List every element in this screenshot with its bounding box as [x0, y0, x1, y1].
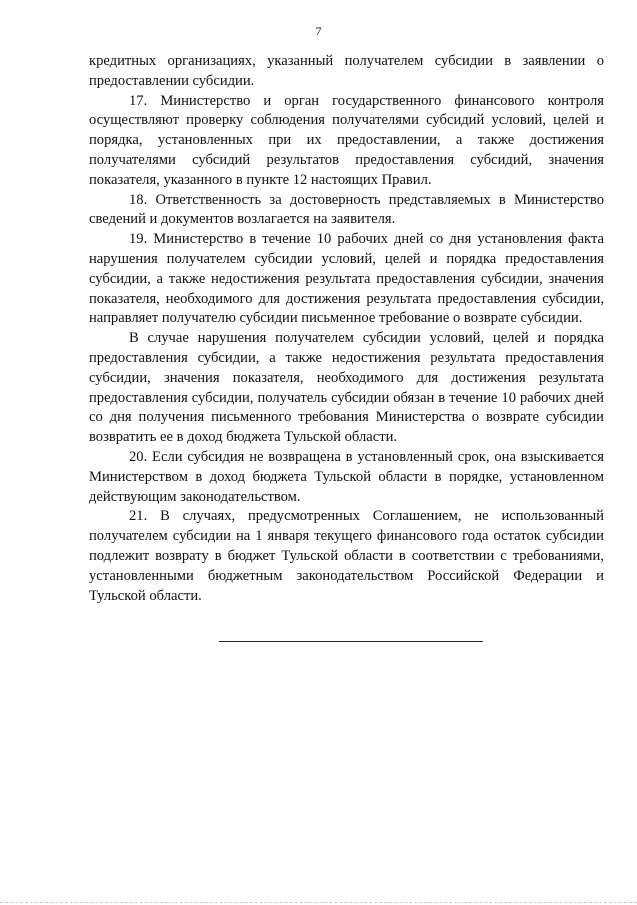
paragraph-17: 17. Министерство и орган государственного финансового контроля осуществляют проверку соблюдения получателями субсидий условий, целей и порядка, установленных при их предоставлении, а также достижения получателями субсидий результатов предоставления субсидий, значения показателя, указанного в пункте 12 настоящих Правил.	[89, 92, 604, 188]
paragraph-18: 18. Ответственность за достоверность представляемых в Министерство сведений и документов возлагается на заявителя.	[89, 191, 604, 228]
paragraph-21: 21. В случаях, предусмотренных Соглашением, не использованный получателем субсидии на 1 января текущего финансового года остаток субсидии подлежит возврату в бюджет Тульской области в соответствии с требованиями, установленными бюджетным законодательством Российской Федерации и Тульской области.	[89, 508, 604, 604]
document-body	[89, 52, 604, 606]
paragraph-continuation: кредитных организациях, указанный получателем субсидии в заявлении о предоставлении субсидии.	[89, 53, 604, 89]
scan-edge-line	[0, 902, 637, 903]
paragraph-20: 20. Если субсидия не возвращена в установленный срок, она взыскивается Министерством в доход бюджета Тульской области в порядке, установленном действующим законодательством.	[89, 448, 604, 505]
page-number: 7	[315, 24, 322, 38]
paragraph-19: 19. Министерство в течение 10 рабочих дней со дня установления факта нарушения получателем субсидии условий, целей и порядка предоставления субсидии, а также недостижения результата предоставления субсидии, значения показателя, необходимого для достижения результата предоставления субсидии, направляет получателю субсидии письменное требование о возврате субсидии.	[89, 231, 604, 327]
paragraph-19-refund: В случае нарушения получателем субсидии условий, целей и порядка предоставления субсидии, а также недостижения результата предоставления субсидии, значения показателя, необходимого для достижения результата предоставления субсидии, получатель субсидии обязан в течение 10 рабочих дней со дня получения письменного требования Министерства о возврате субсидии возвратить ее в доход бюджета Тульской области.	[89, 330, 604, 446]
end-of-section-rule	[219, 641, 483, 642]
